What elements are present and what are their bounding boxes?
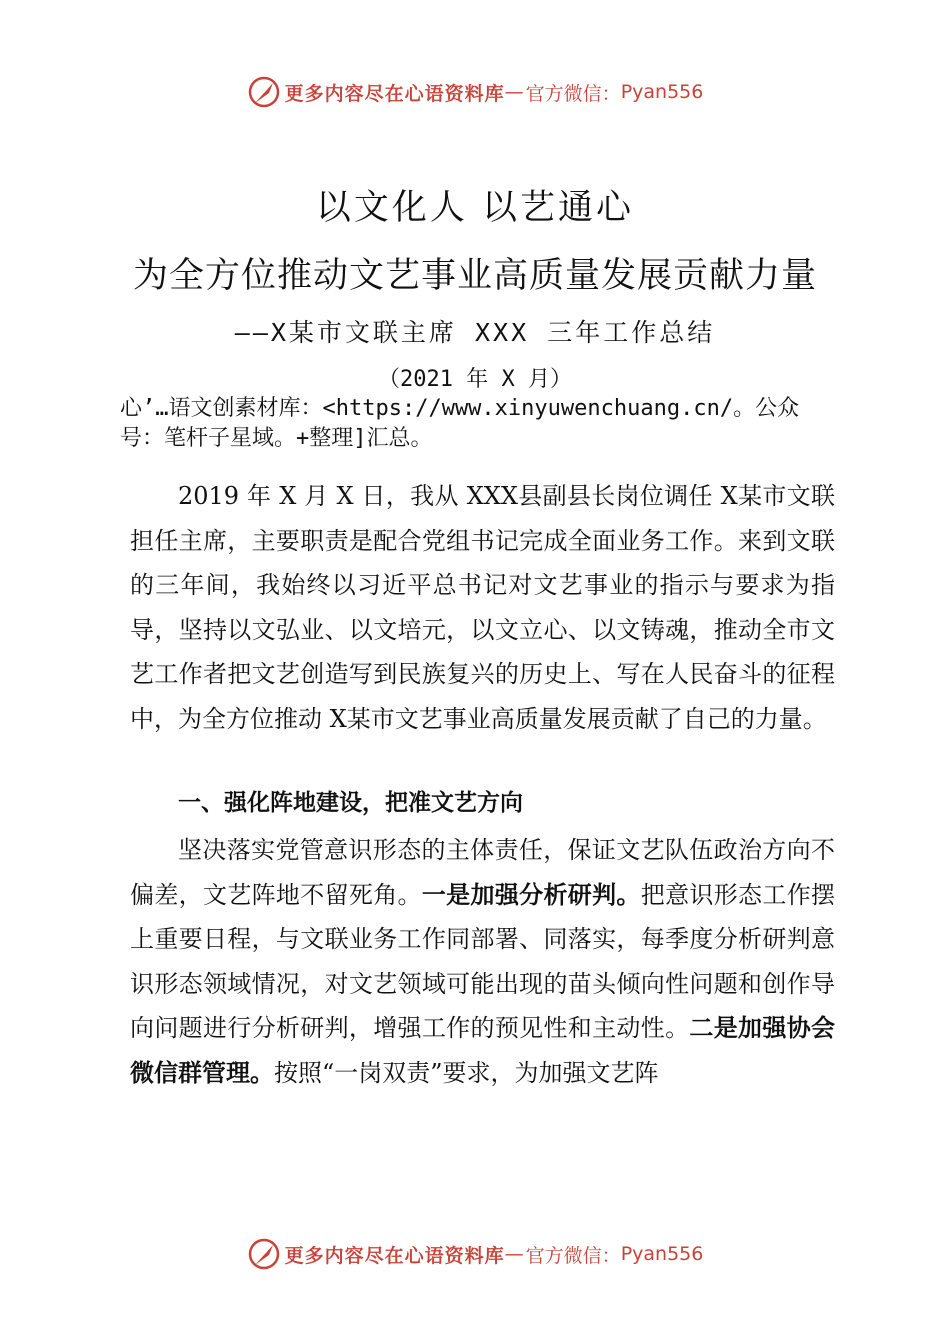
watermark-wechat-id: Pyan556 [620,1243,704,1265]
section-1-paragraph [130,828,835,1095]
intro-paragraph: 2019 年 X 月 X 日，我从 XXX县副县长岗位调任 X某市文联担任主席，主要职责是配合党组书记完成全面业务工作。来到文联的三年间，我始终以习近平总书记对文艺事业的指示与要求为指导，坚持以文弘业、以文培元，以文立心、以文铸魂，推动全市文艺工作者把文艺创造写到民族复兴的历史上、写在人民奋斗的征程中，为全方位推动 X某市文艺事业高质量发展贡献了自己的力量。 [130,482,835,733]
section-heading-1: 一、强化阵地建设，把准文艺方向 [178,790,523,816]
point-1-text: 把意识形态工作摆上重要日程，与文联业务工作同部署、同落实，每季度分析研判意识形态领域情况，对文艺领域可能出现的苗头倾向性问题和创作导向问题进行分析研判，增强工作的预见性和主动性。 [130,880,836,1042]
point-2-title: 二是加强协会微信群管理。 [130,1014,836,1087]
source-note: 心’…语文创素材库：<https://www.xinyuwenchuang.cn/。公众号：笔杆子星域。+整理]汇总。 [120,396,800,451]
watermark-separator: — [504,81,524,103]
document-subtitle: 为全方位推动文艺事业高质量发展贡献力量 [132,256,817,296]
watermark-wechat-label: 官方微信： [525,1244,621,1267]
quill-logo-icon [247,1237,281,1271]
point-2-text: 按照“一岗双责”要求，为加强文艺阵 [274,1058,659,1087]
document-title: 以文化人 以艺通心 [315,188,635,228]
watermark-brand: 更多内容尽在心语资料库 [284,82,505,105]
watermark-wechat-id: Pyan556 [620,81,704,103]
watermark-wechat-label: 官方微信： [525,82,621,105]
quill-logo-icon [247,75,281,109]
watermark-brand: 更多内容尽在心语资料库 [284,1244,505,1267]
point-1-title: 一是加强分析研判。 [421,880,641,909]
document-date: （2021 年 X 月） [378,367,572,392]
document-byline: ——X某市文联主席 XXX 三年工作总结 [234,318,716,347]
watermark-separator: — [504,1243,524,1265]
top-watermark-banner [0,72,950,112]
bottom-watermark-banner [0,1234,950,1274]
section-1-lead: 坚决落实党管意识形态的主体责任，保证文艺队伍政治方向不偏差，文艺阵地不留死角。 [130,836,835,909]
